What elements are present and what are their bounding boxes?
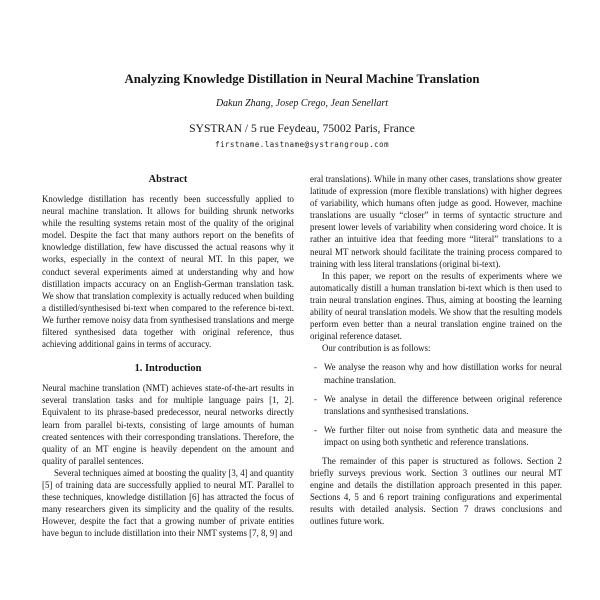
- dash-bullet-icon: -: [314, 424, 317, 435]
- dash-bullet-icon: -: [314, 393, 317, 404]
- list-item: [314, 393, 562, 417]
- list-item-text: We analyse in detail the difference between original reference translations and synthesised translations.: [324, 393, 562, 416]
- two-column-body: [42, 173, 562, 539]
- right-paragraph-1: eral translations). While in many other cases, translations show greater latitude of expression (more flexible translations) with higher degrees of variability, which humans often judge as good. However, machine translations are usually “closer” in terms of syntactic structure and present lower levels of variability when considering word choice. It is rather an intuitive idea that feeding more “literal” translations to a neural MT network should facilitate the training process compared to training with less literal translations (original bi-text).: [310, 174, 562, 269]
- closing-paragraph: The remainder of this paper is structured as follows. Section 2 briefly surveys previous work. Section 3 outlines our neural MT engine and details the distillation approach presented in this paper. Sections 4, 5 and 6 report training configurations and experimental results with detailed analysis. Section 7 draws conclusions and outlines future work.: [310, 455, 562, 527]
- left-column: [42, 173, 294, 539]
- list-item-text: We further filter out noise from synthetic data and measure the impact on using both synthetic and reference translations.: [324, 424, 562, 447]
- introduction-heading: 1. Introduction: [134, 363, 202, 375]
- introduction-paragraph-1: Neural machine translation (NMT) achieves state-of-the-art results in several translation tasks and for multiple language pairs [1, 2]. Equivalent to its phrase-based predecessor, neural networks directly learn from parallel bi-texts, consisting of large amounts of human created sentences with their corresponding translations. Therefore, the quality of an MT engine is heavily dependent on the amount and quality of parallel sentences.: [42, 383, 294, 466]
- paper-title: Analyzing Knowledge Distillation in Neural Machine Translation: [124, 72, 480, 86]
- right-paragraph-2: In this paper, we report on the results of experiments where we automatically distill a human translation bi-text which is then used to train neural translation engines. Thus, aiming at boosting the learning ability of neural translation models. We show that the resulting models perform even better than a neural translation engine trained on the original reference dataset.: [310, 270, 562, 342]
- introduction-paragraph-2: Several techniques aimed at boosting the quality [3, 4] and quantity [5] of training data are successfully applied to neural MT. Parallel to these techniques, knowledge distillation [6] has attracted the focus of many researchers given its simplicity and the quality of the results. However, despite the fact that a growing number of private entities have begun to include distillation into their NMT systems [7, 8, 9] and: [42, 467, 294, 539]
- abstract-text: Knowledge distillation has recently been successfully applied to neural machine translation. It allows for building shrunk networks while the resulting systems retain most of the quality of the original model. Despite the fact that many authors report on the benefits of knowledge distillation, few have discussed the actual reasons why it works, especially in the context of neural MT. In this paper, we conduct several experiments aimed at understanding why and how distillation impacts accuracy on an English-German translation task. We show that translation complexity is actually reduced when building a distilled/synthesised bi-text when compared to the reference bi-text. We further remove noisy data from synthesised translations and merge filtered synthesised data together with original reference, thus achieving additional gains in terms of accuracy.: [42, 194, 294, 350]
- list-item: [314, 424, 562, 448]
- paper-affiliation: SYSTRAN / 5 rue Feydeau, 75002 Paris, France: [189, 122, 415, 135]
- right-column: [310, 173, 562, 539]
- contribution-intro: Our contribution is as follows:: [322, 343, 431, 354]
- abstract-heading: Abstract: [148, 174, 188, 185]
- contribution-list: [314, 361, 562, 448]
- paper-email: firstname.lastname@systrangroup.com: [214, 140, 389, 149]
- list-item-text: We analyse the reason why and how distillation works for neural machine translation.: [324, 362, 562, 385]
- dash-bullet-icon: -: [314, 362, 317, 373]
- list-item: [314, 361, 562, 385]
- paper-authors: Dakun Zhang, Josep Crego, Jean Senellart: [215, 98, 389, 109]
